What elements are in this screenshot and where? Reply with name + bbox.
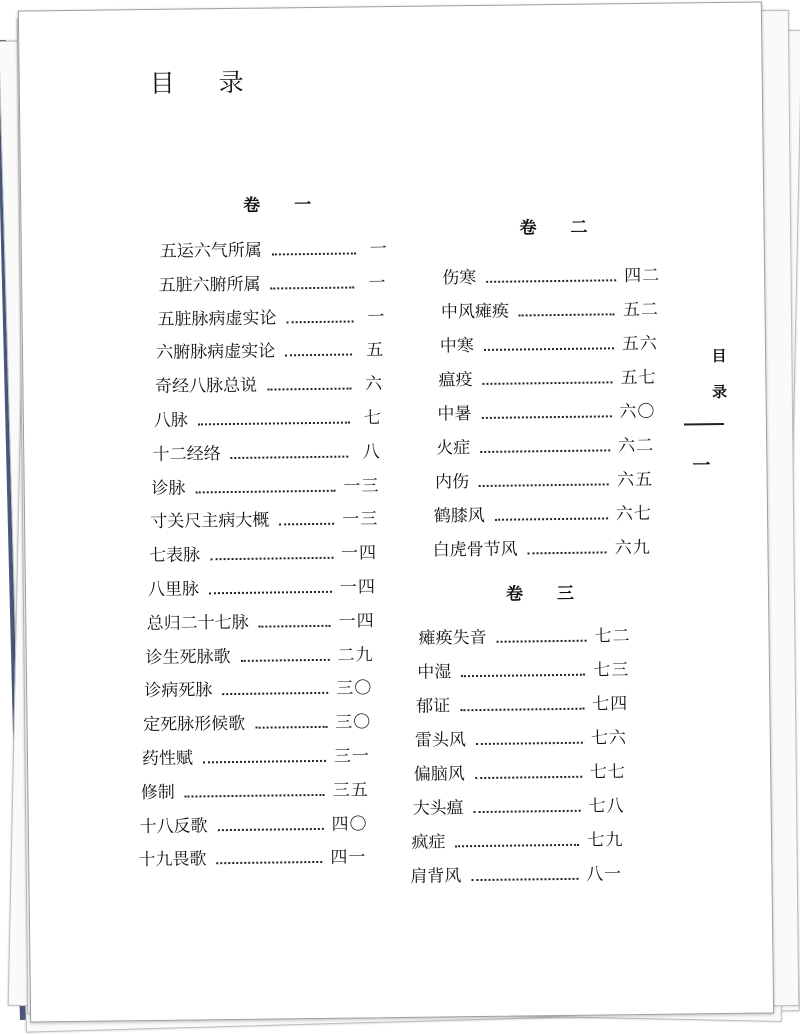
- toc-entry: [150, 500, 378, 533]
- toc-entry-title: 疯症: [411, 832, 446, 853]
- running-header-top: 目: [711, 346, 727, 366]
- toc-entry-title: 伤寒: [442, 268, 477, 289]
- toc-entry-page: 四二: [624, 265, 661, 287]
- dot-leader: [495, 516, 608, 520]
- dot-leader: [481, 414, 611, 419]
- toc-entry: [416, 684, 628, 717]
- toc-entry: [432, 528, 650, 561]
- running-header-rule: [684, 423, 724, 425]
- toc-entry: [156, 331, 384, 364]
- toc-entry-page: 三一: [333, 746, 371, 767]
- toc-entry: [418, 616, 630, 649]
- toc-entry-page: 七二: [594, 626, 631, 647]
- toc-entry-page: 三五: [332, 780, 369, 801]
- running-header: [699, 343, 740, 415]
- toc-entry-title: 中寒: [439, 336, 474, 357]
- toc-entry-page: 三〇: [335, 712, 372, 733]
- toc-entry: [152, 432, 380, 465]
- dot-leader: [484, 346, 614, 351]
- toc-entry-page: 一三: [343, 475, 380, 497]
- toc-entry-title: 十九畏歌: [138, 849, 207, 871]
- toc-entry: [442, 256, 660, 289]
- dot-leader: [474, 809, 581, 813]
- dot-leader: [528, 550, 607, 554]
- toc-entry-page: 七八: [588, 796, 625, 817]
- toc-entry-title: 鹤膝风: [433, 505, 485, 527]
- toc-entry: [139, 804, 367, 837]
- toc-entry: [437, 392, 655, 425]
- toc-entry: [155, 364, 383, 397]
- toc-entry-page: 一四: [338, 611, 375, 632]
- toc-entry-title: 八脉: [153, 410, 188, 431]
- dot-leader: [476, 741, 583, 745]
- toc-entry-page: 七: [363, 408, 382, 429]
- toc-entry-page: 六九: [614, 537, 651, 559]
- toc-entry-title: 五脏六腑所属: [158, 274, 261, 296]
- toc-entry-title: 八里脉: [147, 579, 200, 601]
- dot-leader: [231, 454, 349, 458]
- toc-entry-page: 三〇: [336, 678, 373, 700]
- toc-entry-page: 六: [364, 374, 384, 395]
- toc-entry: [148, 567, 376, 600]
- toc-entry: [144, 669, 372, 702]
- dot-leader: [209, 590, 332, 595]
- toc-entry-page: 四一: [330, 847, 367, 869]
- toc-entry-title: 火症: [436, 438, 471, 459]
- dot-leader: [196, 488, 336, 493]
- dot-leader: [286, 319, 353, 323]
- page-title: 目 录: [149, 67, 262, 98]
- dot-leader: [271, 285, 355, 289]
- dot-leader: [285, 353, 352, 357]
- toc-entry-page: 六〇: [619, 401, 656, 423]
- dot-leader: [198, 421, 350, 426]
- toc-entry: [410, 854, 622, 887]
- toc-entry: [441, 290, 659, 323]
- toc-entry-title: 大头瘟: [412, 798, 464, 819]
- dot-leader: [486, 278, 616, 283]
- toc-entry-page: 五: [366, 340, 385, 361]
- toc-entry-title: 寸关尺主病大概: [150, 510, 270, 533]
- dot-leader: [255, 725, 327, 729]
- toc-entry-page: 四〇: [331, 813, 368, 835]
- toc-entry-page: 五七: [620, 367, 657, 389]
- dot-leader: [279, 522, 334, 526]
- toc-entry: [440, 324, 658, 357]
- toc-entry-title: 十二经络: [152, 443, 221, 465]
- toc-entry-title: 诊生死脉歌: [145, 646, 231, 668]
- toc-entry-title: 奇经八脉总说: [154, 375, 258, 398]
- dot-leader: [475, 775, 582, 779]
- toc-entry-page: 一: [367, 306, 386, 327]
- dot-leader: [479, 482, 609, 487]
- toc-entry: [414, 752, 626, 785]
- dot-leader: [483, 380, 613, 385]
- dot-leader: [267, 387, 351, 391]
- running-header-bottom: 录: [711, 382, 728, 402]
- toc-entry: [154, 398, 382, 431]
- toc-entry-title: 内伤: [434, 472, 470, 493]
- toc-entry: [435, 460, 653, 493]
- toc-entry: [145, 635, 373, 668]
- dot-leader: [259, 624, 331, 628]
- toc-entry-title: 诊脉: [151, 478, 186, 499]
- dot-leader: [461, 673, 585, 678]
- toc-entry: [412, 786, 624, 819]
- toc-entry-title: 中风瘫痪: [440, 301, 510, 323]
- toc-entry: [138, 838, 366, 871]
- toc-entry: [438, 358, 656, 391]
- dot-leader: [497, 639, 587, 643]
- toc-entry-title: 白虎骨节风: [432, 539, 518, 561]
- toc-entry-page: 七七: [589, 762, 626, 783]
- volume-heading: 卷 一: [243, 194, 326, 216]
- toc-entry: [142, 736, 370, 769]
- toc-entry-page: 一: [368, 272, 387, 294]
- toc-entry-page: 六二: [618, 435, 655, 457]
- toc-entry-page: 七六: [590, 728, 628, 749]
- dot-leader: [455, 843, 579, 848]
- toc-entry-title: 偏脑风: [413, 764, 465, 785]
- dot-leader: [480, 448, 610, 453]
- toc-entry-title: 五脏脉病虚实论: [157, 308, 277, 330]
- page-number: 一: [692, 455, 711, 477]
- toc-entry: [160, 229, 388, 262]
- dot-leader: [222, 691, 328, 695]
- toc-entry: [434, 494, 652, 527]
- toc-entry-page: 五六: [621, 333, 658, 355]
- dot-leader: [519, 312, 615, 316]
- toc-entry-title: 中湿: [417, 662, 452, 683]
- toc-entry: [158, 263, 386, 296]
- dot-leader: [216, 860, 322, 864]
- toc-entry-title: 修制: [140, 782, 175, 803]
- toc-entry: [157, 297, 385, 330]
- toc-entry-title: 肩背风: [410, 866, 462, 887]
- contents-page: [18, 1, 774, 1022]
- toc-entry-page: 二九: [337, 644, 374, 666]
- volume-heading: 卷 二: [519, 217, 602, 239]
- toc-entry-title: 雷头风: [414, 730, 467, 751]
- toc-entry-title: 十八反歌: [139, 815, 208, 837]
- toc-entry: [149, 533, 377, 566]
- volume-heading: 卷 三: [505, 583, 589, 605]
- toc-entry-page: 七九: [587, 830, 624, 851]
- toc-entry: [143, 703, 371, 736]
- toc-entry: [151, 466, 379, 499]
- dot-leader: [210, 556, 333, 561]
- dot-leader: [185, 793, 325, 798]
- dot-leader: [218, 827, 324, 831]
- toc-entry: [415, 718, 627, 751]
- toc-entry-page: 七三: [593, 660, 630, 681]
- toc-entry-title: 瘫痪失音: [418, 627, 487, 649]
- toc-entry-page: 七四: [592, 694, 629, 715]
- toc-entry-title: 郁证: [416, 696, 451, 717]
- toc-entry-title: 药性赋: [141, 748, 194, 770]
- toc-entry-title: 七表脉: [148, 545, 201, 567]
- toc-entry-page: 八: [362, 441, 381, 463]
- dot-leader: [471, 877, 578, 881]
- toc-entry: [417, 650, 629, 683]
- toc-entry-title: 五运六气所属: [159, 240, 262, 262]
- toc-entry-page: 一三: [342, 509, 379, 531]
- toc-entry: [411, 820, 623, 853]
- toc-entry-title: 瘟疫: [438, 370, 473, 391]
- toc-entry-title: 中暑: [437, 404, 472, 425]
- toc-entry-page: 六五: [616, 469, 654, 491]
- toc-entry: [146, 601, 374, 634]
- toc-entry: [141, 770, 369, 803]
- dot-leader: [272, 251, 356, 255]
- toc-entry-title: 诊病死脉: [144, 680, 213, 702]
- toc-entry-page: 六七: [615, 503, 652, 525]
- dot-leader: [203, 759, 326, 764]
- toc-entry-page: 一: [369, 239, 388, 260]
- toc-entry-title: 定死脉形候歌: [143, 714, 246, 736]
- toc-entry-page: 一四: [339, 577, 377, 598]
- dot-leader: [460, 707, 584, 712]
- toc-entry: [436, 426, 654, 459]
- toc-entry-page: 一四: [340, 543, 378, 564]
- toc-entry-title: 六腑脉病虚实论: [156, 341, 276, 364]
- toc-entry-page: 八一: [586, 864, 623, 885]
- toc-entry-page: 五二: [622, 299, 660, 321]
- toc-entry-title: 总归二十七脉: [146, 612, 249, 634]
- dot-leader: [241, 657, 330, 661]
